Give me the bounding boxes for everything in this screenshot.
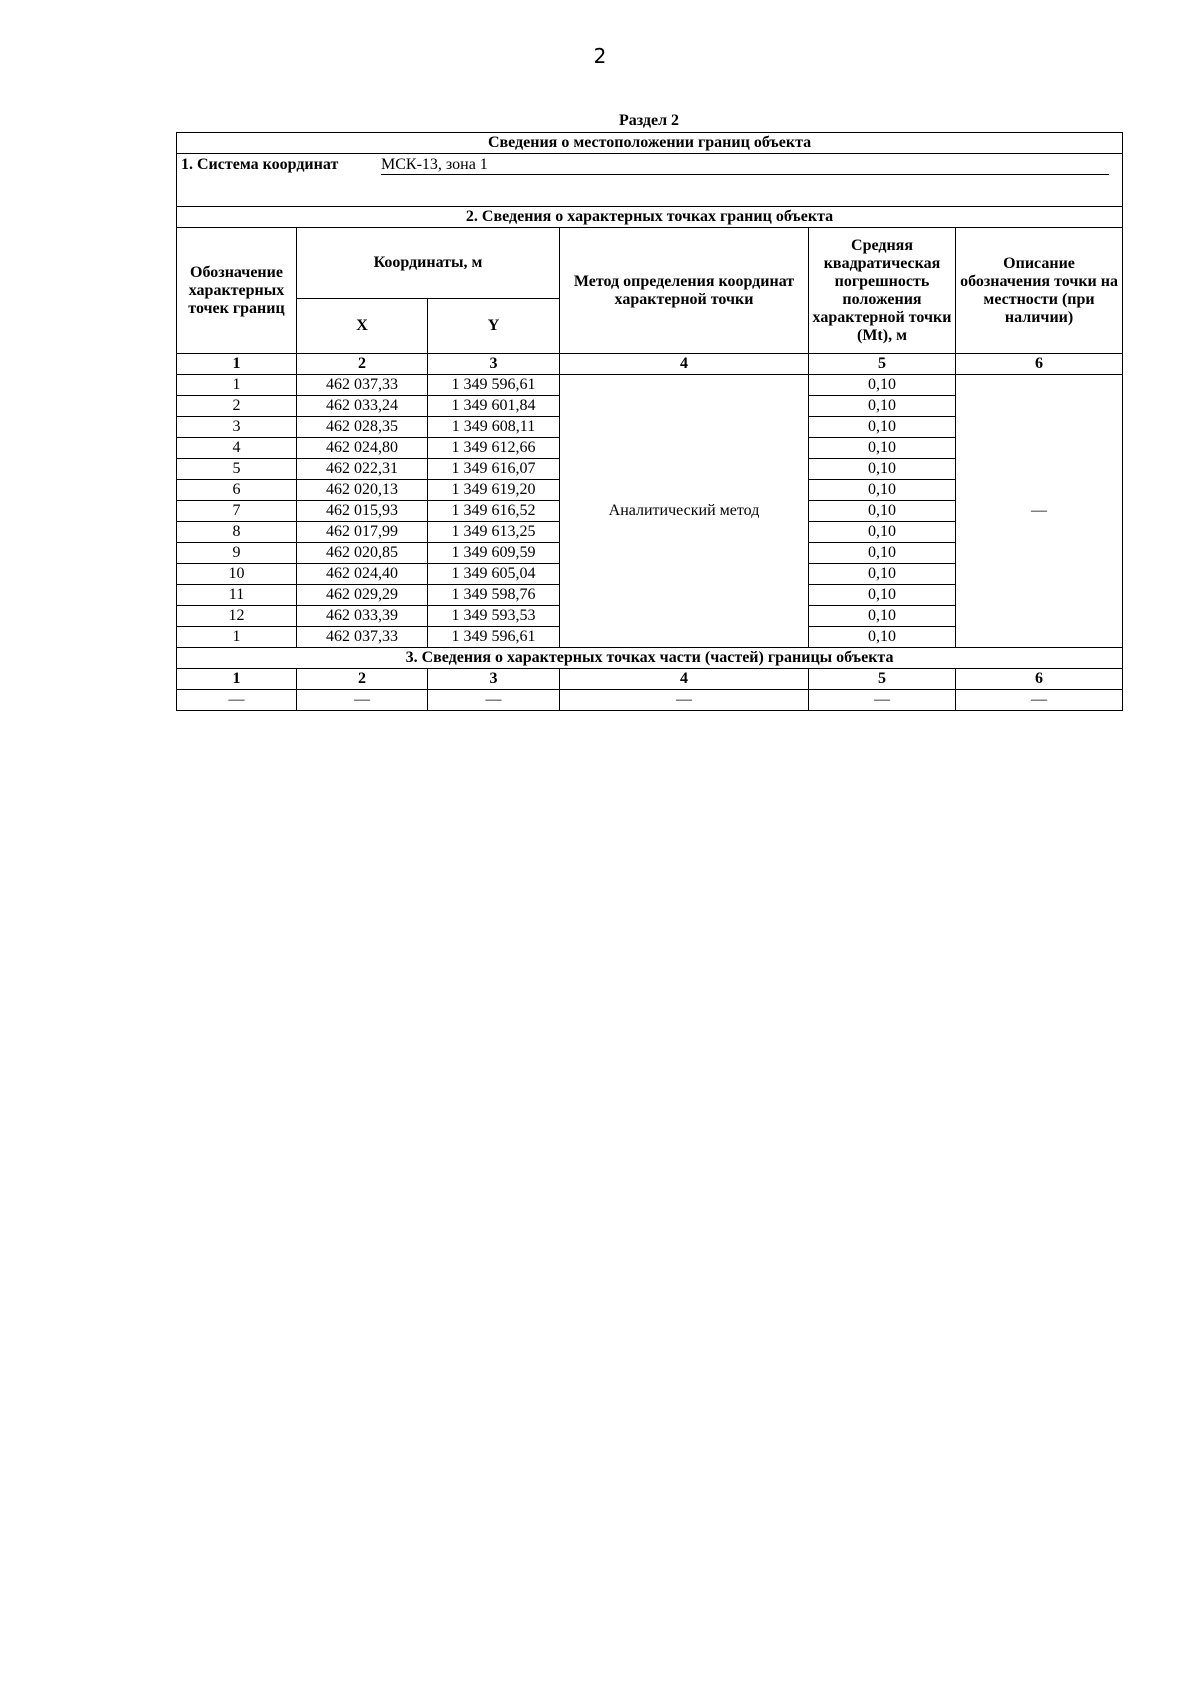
coordinate-x: 462 033,39 — [297, 606, 428, 627]
header-method: Метод определения координат характерной точки — [560, 228, 809, 354]
point-number: 8 — [177, 522, 297, 543]
column-number: 4 — [560, 669, 809, 690]
empty-cell: — — [428, 690, 560, 711]
column-number: 6 — [956, 354, 1123, 375]
parts-section-title: 3. Сведения о характерных точках части (частей) границы объекта — [177, 648, 1123, 669]
point-number: 7 — [177, 501, 297, 522]
point-number: 1 — [177, 627, 297, 648]
point-number: 3 — [177, 417, 297, 438]
point-number: 11 — [177, 585, 297, 606]
point-number: 6 — [177, 480, 297, 501]
coordinate-x: 462 022,31 — [297, 459, 428, 480]
error-mt: 0,10 — [809, 627, 956, 648]
coordinate-y: 1 349 616,52 — [428, 501, 560, 522]
method-cell: Аналитический метод — [560, 375, 809, 648]
empty-cell: — — [956, 690, 1123, 711]
parts-column-numbers-row — [177, 669, 1123, 690]
coordinate-x: 462 033,24 — [297, 396, 428, 417]
error-mt: 0,10 — [809, 375, 956, 396]
column-number: 5 — [809, 669, 956, 690]
points-section-title: 2. Сведения о характерных точках границ объекта — [177, 207, 1123, 228]
column-number: 3 — [428, 669, 560, 690]
coordinate-y: 1 349 619,20 — [428, 480, 560, 501]
coordinate-x: 462 015,93 — [297, 501, 428, 522]
column-number: 5 — [809, 354, 956, 375]
point-number: 12 — [177, 606, 297, 627]
coordinate-system-value: МСК-13, зона 1 — [381, 156, 1109, 175]
column-number: 4 — [560, 354, 809, 375]
parts-empty-row — [177, 690, 1123, 711]
error-mt: 0,10 — [809, 585, 956, 606]
coordinate-x: 462 020,85 — [297, 543, 428, 564]
coordinate-y: 1 349 609,59 — [428, 543, 560, 564]
boundary-table — [176, 132, 1123, 711]
header-x: X — [297, 299, 428, 354]
error-mt: 0,10 — [809, 606, 956, 627]
table-title: Сведения о местоположении границ объекта — [177, 133, 1123, 154]
error-mt: 0,10 — [809, 417, 956, 438]
empty-cell: — — [297, 690, 428, 711]
error-mt: 0,10 — [809, 501, 956, 522]
header-designation: Обозначение характерных точек границ — [177, 228, 297, 354]
column-number: 6 — [956, 669, 1123, 690]
error-mt: 0,10 — [809, 522, 956, 543]
column-number: 2 — [297, 354, 428, 375]
point-number: 1 — [177, 375, 297, 396]
coordinate-x: 462 037,33 — [297, 627, 428, 648]
error-mt: 0,10 — [809, 438, 956, 459]
point-number: 5 — [177, 459, 297, 480]
coordinate-x: 462 037,33 — [297, 375, 428, 396]
column-number: 2 — [297, 669, 428, 690]
coordinate-system-label: 1. Система координат — [181, 156, 339, 173]
coordinate-x: 462 024,80 — [297, 438, 428, 459]
coordinate-y: 1 349 596,61 — [428, 627, 560, 648]
coordinate-y: 1 349 612,66 — [428, 438, 560, 459]
coordinate-y: 1 349 598,76 — [428, 585, 560, 606]
error-mt: 0,10 — [809, 459, 956, 480]
header-coordinates: Координаты, м — [297, 228, 560, 299]
point-number: 10 — [177, 564, 297, 585]
coordinate-y: 1 349 596,61 — [428, 375, 560, 396]
header-description: Описание обозначения точки на местности (при наличии) — [956, 228, 1123, 354]
coordinate-y: 1 349 616,07 — [428, 459, 560, 480]
description-cell: — — [956, 375, 1123, 648]
section-title: Раздел 2 — [618, 112, 680, 129]
coordinate-x: 462 029,29 — [297, 585, 428, 606]
point-number: 2 — [177, 396, 297, 417]
empty-cell: — — [809, 690, 956, 711]
point-number: 9 — [177, 543, 297, 564]
error-mt: 0,10 — [809, 543, 956, 564]
empty-cell: — — [177, 690, 297, 711]
table-row — [177, 375, 1123, 396]
column-numbers-row — [177, 354, 1123, 375]
coordinate-y: 1 349 613,25 — [428, 522, 560, 543]
coordinate-y: 1 349 601,84 — [428, 396, 560, 417]
column-number: 1 — [177, 669, 297, 690]
point-number: 4 — [177, 438, 297, 459]
empty-cell: — — [560, 690, 809, 711]
error-mt: 0,10 — [809, 396, 956, 417]
column-number: 3 — [428, 354, 560, 375]
page-number: 2 — [593, 44, 607, 68]
coordinate-y: 1 349 605,04 — [428, 564, 560, 585]
column-number: 1 — [177, 354, 297, 375]
coordinate-x: 462 017,99 — [297, 522, 428, 543]
coordinate-x: 462 028,35 — [297, 417, 428, 438]
header-y: Y — [428, 299, 560, 354]
header-error: Средняя квадратическая погрешность положения характерной точки (Mt), м — [809, 228, 956, 354]
coordinate-x: 462 024,40 — [297, 564, 428, 585]
error-mt: 0,10 — [809, 564, 956, 585]
coordinate-system-row — [177, 154, 1123, 207]
error-mt: 0,10 — [809, 480, 956, 501]
coordinate-y: 1 349 593,53 — [428, 606, 560, 627]
coordinate-y: 1 349 608,11 — [428, 417, 560, 438]
coordinate-x: 462 020,13 — [297, 480, 428, 501]
